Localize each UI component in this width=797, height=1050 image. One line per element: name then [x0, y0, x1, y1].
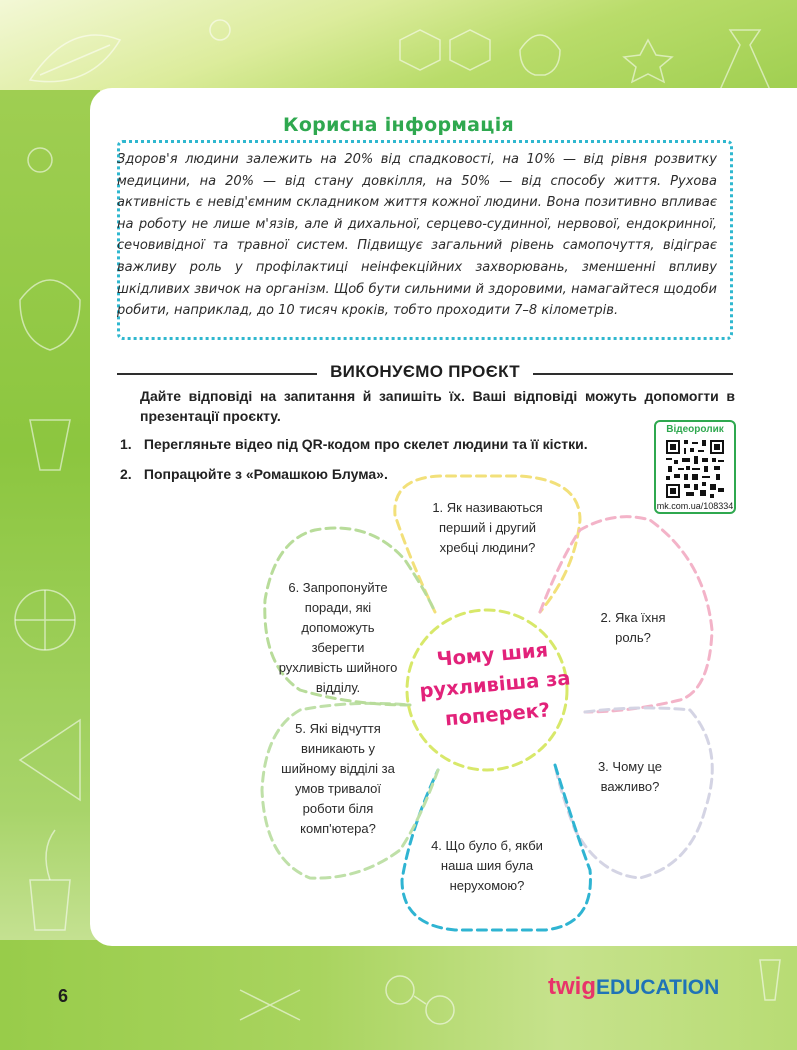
project-title: ВИКОНУЄМО ПРОЄКТ	[330, 362, 520, 381]
petal-5-text: 5. Які відчуття виникають у шийному відділі за умов тривалої роботи біля комп'ютера?	[281, 721, 395, 836]
qr-url: mk.com.ua/108334	[656, 501, 734, 511]
step-text: Попрацюйте з «Ромашкою Блума».	[143, 466, 388, 482]
brand-twig: twig	[548, 973, 596, 1000]
project-instructions: Дайте відповіді на запитання й запишіть їх. Ваші відповіді можуть допомогти в презентації проєкту.	[140, 388, 735, 424]
info-text: Здоров'я людини залежить на 20% від спадковості, на 10% — від рівня розвитку медицини, на 20% — від стану довкілля, на 50% — від способу життя. Рухова активність є невід'ємним складником життя кожної людини. Вона позитивно впливає на роботу не лише м'язів, але й дихальної, серцево-судинної, нервової, ендокринної, сечовивідної та травної систем. Підвищує загальний рівень самопочуття, відіграє важливу роль у профілактиці неінфекційних захворювань, зменшенні впливу шкідливих звичок на організм. Щоб бути сильними й здоровими, намагайтеся щодоби робити, наприклад, до 10 тисяч кроків, тобто проходити 7–8 кілометрів.	[117, 152, 717, 319]
petal-3-text: 3. Чому це важливо?	[597, 759, 663, 794]
petal-6-text: 6. Запропонуйте поради, які допоможуть зберегти рухливість шийного відділу.	[278, 580, 398, 695]
brand-education: EDUCATION	[596, 976, 720, 999]
step-text: Перегляньте відео під QR-кодом про скелет людини та її кістки.	[143, 436, 588, 452]
step-number: 2.	[120, 466, 132, 482]
qr-label: Відеоролик	[666, 424, 724, 435]
petal-1-text: 1. Як називаються перший і другий хребці людини?	[432, 500, 543, 555]
page-number: 6	[58, 986, 69, 1006]
center-question: Чому шия рухливіша за поперек?	[418, 638, 572, 731]
brand-logo	[548, 973, 719, 1001]
petal-4-text: 4. Що було б, якби наша шия була нерухомою?	[431, 838, 543, 893]
info-title: Корисна інформація	[282, 114, 514, 136]
step-number: 1.	[120, 436, 132, 452]
petal-2-text: 2. Яка їхня роль?	[600, 610, 666, 645]
